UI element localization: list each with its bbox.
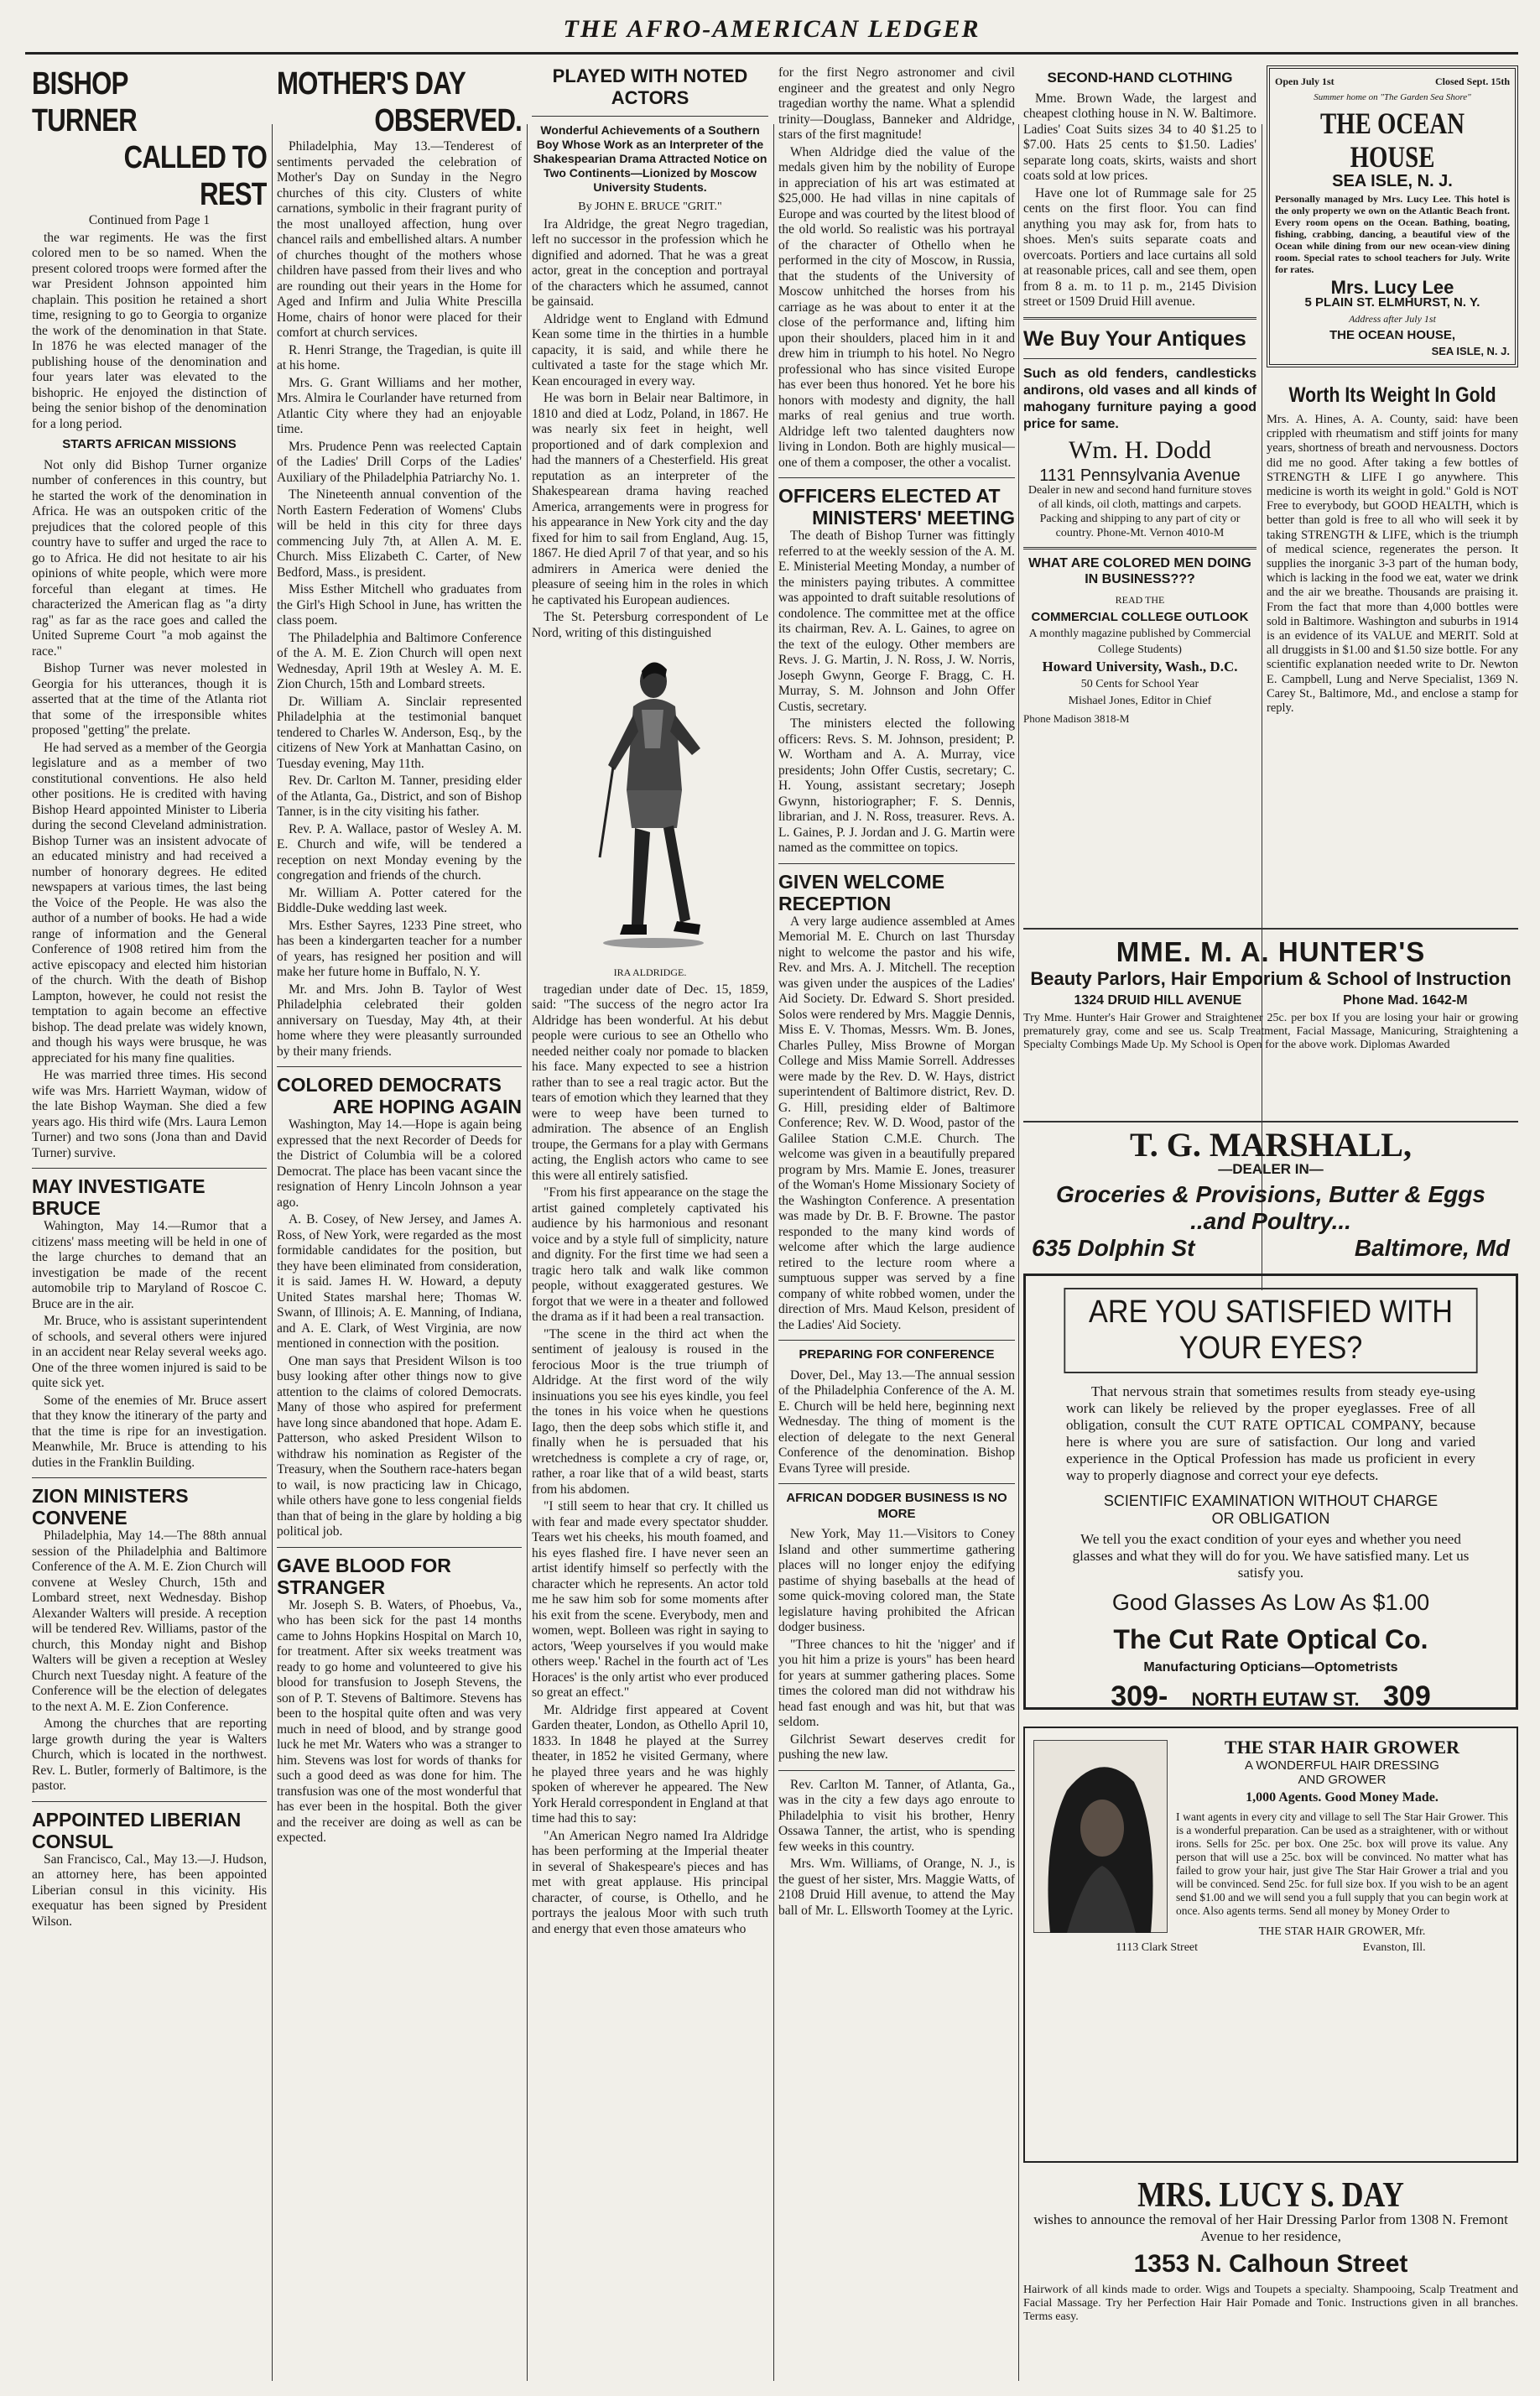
article-deck: Wonderful Achievements of a Southern Boy Whose Work as an Interpreter of the Shakespearian Drama Attracted Notice on Two Continents—Lionized by Moscow University Students. [533,123,767,194]
headline-observed: OBSERVED. [374,103,522,138]
article-paragraph: Ira Aldridge, the great Negro tragedian, left no successor in the profession which he dignified and adorned. That he was a great actor, great in the conception and portrayal of the characters which he assumed, cannot be gainsaid. [532,216,768,309]
ad-paragraph: Dealer in new and second hand furniture stoves of all kinds, oil cloth, mattings and carpets. Packing and shipping to any part of city or country. Phone-Mt. Vernon 4010-M [1028,484,1252,539]
ad-phone: Phone Madison 3818-M [1023,711,1130,725]
ad-price: 50 Cents for School Year [1080,677,1199,690]
article-paragraph: Philadelphia, May 14.—The 88th annual session of the Philadelphia and Baltimore Conference of the A. M. E. Zion Church will convene at Wesley Church, 15th and Lombard street, next Wednesday. Bishop Alexander Walters will preside. A reception will be tendered Rev. Williams, pastor of the church, this Monday night and Bishop Walters will be given a reception at Wesley Church next Tuesday night. A feature of the Conference will be the election of delegates to the next A. M. E. Zion Conference. [32,1529,267,1714]
star-subtitle-1: A WONDERFUL HAIR DRESSING [1245,1758,1439,1773]
eyes-number-2: 309 [1383,1680,1431,1710]
article-paragraph: for the first Negro astronomer and civil engineer and the greatest and only Negro tragedian worthy the name. What a splendid trinity—Douglass, Banneker and Aldridge, stars of the first magnitude! [778,65,1015,142]
eyes-number-1: 309- [1111,1680,1168,1710]
ad-ocean-house [1267,65,1518,367]
headline-preparing-conference: PREPARING FOR CONFERENCE [799,1347,995,1362]
headline-bishop-turner: BISHOP TURNER [32,66,137,138]
article-paragraph: Mrs. G. Grant Williams and her mother, Mrs. Almira le Courlander have returned from Atlantic City where they had an enjoyable time. [277,375,522,436]
article-paragraph: The Philadelphia and Baltimore Conference of the A. M. E. Zion Church will open next Wednesday, April 19th at Wesley A. M. E. Zion Church, 15th and Lombard streets. [277,630,522,691]
gold-ad-title: Worth Its Weight In Gold [1288,383,1496,407]
article-paragraph: The death of Bishop Turner was fittingly referred to at the weekly session of the A. M. E. Ministerial Meeting Monday, a number of the ministers paying tributes. A committee was appointed to draft suitable resolutions of condolence. The committee met at the office its chairman, Rev. A. L. Gaines, to agree on the text of the eulogy. Other members are Revs. J. G. Martin, J. N. Ross, J. W. Norris, Joseph Gwynn, George F. Bragg, C. H. Murray, S. M. Johnson and John Offer Custis, secretary. [778,529,1015,714]
day-address: 1353 N. Calhoun Street [1133,2250,1408,2278]
star-street: 1113 Clark Street [1116,1941,1199,1954]
star-subtitle-2: AND GROWER [1298,1773,1387,1787]
article-paragraph: The ministers elected the following officers: Revs. S. M. Johnson, president; P. W. Wortham and A. A. Murray, vice presidents; John Offer Custis, secretary; C. H. Young, assistant secretary; Joseph Gwynn, historiographer; F. S. Dennis, librarian, and J. N. Ross, treasurer. Revs. A. L. Gaines, P. J. Jordan and J. G. Martin were named as the committee on topics. [778,716,1015,855]
headline-colored-democrats: COLORED DEMOCRATS [277,1074,502,1096]
article-paragraph: A very large audience assembled at Ames Memorial M. E. Church on last Thursday night to welcome the pastor and his wife, Rev. and Mrs. A. J. Mitchell. The reception was given under the auspices of the Ladies' Aid Society. Dr. Edward S. Short presided. Solos were rendered by Mrs. Maggie Dennis, Miss E. V. Thomas, Messrs. Wm. B. Jones, Charles Pulley, Miss Browne of Morgan College and Miss Mamie Sorrell. Addresses were made by the Rev. D. W. Hays, district superintendent of Baltimore district, Rev. D. G. Hill, presiding elder of Baltimore Conference; Rev. W. D. Wood, pastor of the Galilee Station C.M.E. Church. The welcome was given in a beautifully prepared program by Mrs. Mamie E. Jones, treasurer of the Woman's Home Missionary Society of the Washington Conference. A presentation was made by Dr. B. F. Browne. The pastor responded to the many kind words of welcome after which the large audience retired to the lecture room where a sumptuous supper was served by a fine company of white robbed women, under the direction of Mrs. Maud Kelson, president of the Ladies' Aid Society. [778,914,1015,1332]
article-paragraph: "An American Negro named Ira Aldridge has been performing at the Imperial theater in several of Shakespeare's pieces and has met with great applause. His principal character, of course, is Othello, and he portrays the jealous Moor with such truth and energy that even those amateurs who [532,1828,768,1936]
section-divider [778,863,1015,864]
section-divider [778,1340,1015,1341]
byline: By JOHN E. BRUCE "GRIT." [578,201,722,213]
star-manufacturer: THE STAR HAIR GROWER, Mfr. [1258,1925,1426,1938]
ocean-house-tagline: Summer home on "The Garden Sea Shore" [1314,91,1471,102]
ad-publication-name: COMMERCIAL COLLEGE OUTLOOK [1031,609,1249,624]
ocean-house-after: Address after July 1st [1349,312,1436,325]
ad-commercial-question: WHAT ARE COLORED MEN DOING IN BUSINESS??? [1028,556,1251,586]
eyes-glasses-price: Good Glasses As Low As $1.00 [1111,1590,1430,1615]
headline-liberian-consul: APPOINTED LIBERIAN CONSUL [32,1808,242,1852]
star-title: THE STAR HAIR GROWER [1224,1737,1460,1758]
headline-investigate-bruce: MAY INVESTIGATE BRUCE [32,1175,206,1219]
section-divider [32,1168,267,1169]
ocean-house-location-2: SEA ISLE, N. J. [1431,344,1510,357]
star-text: I want agents in every city and village to sell The Star Hair Grower. This is a wonderful preparation. Can be used as a straightener, with or without irons. Sells for 25c. per box. One 25c. box will prove its value. Any person that will use a 25c. box will be convinced. No matter what has failed to grow your hair, just give The Star Hair Grower a trial and you will be convinced. Send 25c. for full size box. If you wish to be an agent send $1.00 and we will send you a full supply that you can begin work at once. Also agents terms. Send all money by Money Order to [1176,1810,1508,1917]
hunter-title: MME. M. A. HUNTER'S [1116,936,1426,967]
ad-optical [1023,1274,1518,1710]
article-paragraph: Mr. and Mrs. John B. Taylor of West Philadelphia celebrated their golden anniversary on Tuesday, May 4th, at their home where they were pleasantly surrounded by their many friends. [277,982,522,1059]
day-text: Hairwork of all kinds made to order. Wigs and Toupets a specialty. Shampooing, Scalp Treatment and Facial Massage. Try her Perfection Hair Hair Pomade and Tonic. Instructions given in all branches. Terms easy. [1023,2284,1518,2323]
column-rule [272,124,273,2381]
section-divider [1023,1121,1518,1122]
hunter-address: 1324 DRUID HILL AVENUE [1074,993,1242,1008]
column-4 [778,65,1015,2381]
article-paragraph: San Francisco, Cal., May 13.—J. Hudson, an attorney here, has been appointed Liberian consul in this vicinity. His exequatur has been signed by President Wilson. [32,1852,267,1929]
article-paragraph: The Nineteenth annual convention of the North Eastern Federation of Womens' Clubs will be held in this city for three days commencing July 7th, at Allen A. M. E. Church. Miss Elizabeth C. Carter, of New Bedford, Mass., is president. [277,487,522,580]
article-paragraph: Gilchrist Sewart deserves credit for pushing the new law. [778,1732,1015,1762]
marshall-name: T. G. MARSHALL, [1130,1126,1412,1164]
woman-portrait-illustration [1033,1740,1168,1933]
article-paragraph: One man says that President Wilson is too busy looking after other things now to give attention to the claims of colored Democrats. Many of those who aspired for preferment have long since abandoned that hope. Adam E. Patterson, who asked President Wilson to withdraw his nomination as Register of the Treasury, when the Southern race-haters began to wail, is now practicing law in Chicago, while others have gone to less congenial fields than that of being in the glare by holding a big political job. [277,1353,522,1539]
article-paragraph: He was born in Belair near Baltimore, in 1810 and died at Lodz, Poland, in 1867. He was nearly six feet in height, well proportioned and of dark complexion and had the manners of a Chesterfield. His great reputation as an interpreter of the Shakespearean drama having reached America, arrangements were in progress for his appearance in New York city and the day fixed for him to sail from England, Aug. 15, 1867. He died April 7 of that year, and so his admirers in America were denied the pleasure of seeing him in the roles in which he captivated his European audiences. [532,391,768,607]
headline-hoping-again: ARE HOPING AGAIN [332,1096,522,1117]
hunter-text: Try Mme. Hunter's Hair Grower and Straightener 25c. per box If you are losing your hair or growing prematurely gray, come and see us. Scalp Treatment, Facial Massage, Manicuring, Straightening a Specialty Combings Made Up. My School is Open for the above work. Diplomas Awarded [1023,1012,1518,1051]
ocean-house-location: SEA ISLE, N. J. [1332,172,1453,190]
ocean-house-address: 5 PLAIN ST. ELMHURST, N. Y. [1304,295,1480,310]
article-paragraph: Among the churches that are reporting large growth during the year is Walters Church, which is located in the northwest. Rev. L. Butler, formerly of Baltimore, is the pastor. [32,1716,267,1793]
column-6 [1267,65,1518,913]
column-2 [277,65,522,2381]
article-paragraph: Mrs. Prudence Penn was reelected Captain of the Ladies' Drill Corps of the Ladies' Auxiliary of the Philadelphia Patriarchy No. 1. [277,439,522,485]
column-1 [32,65,267,2381]
continued-note: Continued from Page 1 [88,213,211,227]
article-paragraph: The St. Petersburg correspondent of Le Nord, writing of this distinguished [532,610,768,640]
subheading: STARTS AFRICAN MISSIONS [62,437,237,451]
marshall-city: Baltimore, Md [1354,1235,1510,1261]
article-paragraph: Wahington, May 14.—Rumor that a citizens' mass meeting will be held in one of the large churches to demand that an investigation be made of the recent automobile trip to Maryland of Roscoe C. Bruce are in the air. [32,1219,267,1311]
headline-mothers-day: MOTHER'S DAY [277,66,466,102]
section-divider [32,1477,267,1478]
ad-publication-desc: A monthly magazine published by Commercial College Students) [1028,628,1251,656]
article-paragraph: New York, May 11.—Visitors to Coney Island and other summertime gathering places will no longer enjoy the edifying pastime of shying baseballs at the head of some quick-moving colored man, the State legislature having prohibited the African dodger business. [778,1527,1015,1634]
section-divider [32,1801,267,1802]
ad-read-the: READ THE [1115,594,1165,606]
article-paragraph: Rev. Carlton M. Tanner, of Atlanta, Ga., was in the city a few days ago enroute to Philadelphia to visit his brother, Henry Ossawa Tanner, the artist, who is spending few weeks in this country. [778,1777,1015,1854]
ocean-house-description: Personally managed by Mrs. Lucy Lee. This hotel is the only property we own on the Atlantic Beach front. Every room opens on the Ocean. Bathing, boating, fishing, crabbing, dancing, a beautiful view of the Ocean while dining from our new ocean-view dining room. Special rates to school teachers for July. Write for rates. [1275,192,1510,275]
eyes-free-exam: SCIENTIFIC EXAMINATION WITHOUT CHARGE OR OBLIGATION [1103,1492,1439,1527]
section-divider [778,1483,1015,1484]
column-3 [532,65,768,2381]
illustration-caption: IRA ALDRIDGE. [613,966,687,978]
eyes-paragraph-2: We tell you the exact condition of your eyes and whether you need glasses and what they will do for you. We have satisfied many. Let us satisfy you. [1072,1531,1470,1581]
ad-antiques-title: We Buy Your Antiques [1023,326,1246,351]
ad-marshall [1023,1114,1518,1265]
ad-paragraph: Such as old fenders, candlesticks andirons, old vases and all kinds of mahogany furniture paying a good price for same. [1023,366,1256,431]
ad-second-hand-title: SECOND-HAND CLOTHING [1047,70,1233,86]
ad-editor: Mishael Jones, Editor in Chief [1068,695,1212,707]
ad-dodd-address: 1131 Pennsylvania Avenue [1039,466,1241,485]
section-divider [1023,358,1256,359]
headline-noted-actors: PLAYED WITH NOTED ACTORS [552,65,748,108]
section-divider [277,1547,522,1548]
gold-ad-text: Mrs. A. Hines, A. A. County, said: have been crippled with rheumatism and stiff joints for many years, shortness of breath and nervousness. Doctors did me no good. After taking a few bottles of STRENGTH & LIFE I go anywhere. This medicine is worth its weight in gold." Gold is NOT Free to everybody, but GOOD HEALTH, which is better than gold is free to all who will seek it by taking STRENGTH & LIFE, which is the triumph of medical science, regenerates the person. It supplies the inorganic 3-3 part of the human body, which is lacking in the food we eat, water we drink and the air we breathe. Thousands are praising it. From the fact that more than 4,000 bottles were sold in Baltimore. Washington and suburbs in 1914 is an evidence of its VALUE and MERIT. Sold at all druggists in $1.00 and $1.50 size bottle. For any scientific explanation needed write to Dr. Newton E. Campbell, Lung and Nerve Specialist, 1369 N. Carey St., Baltimore, Md., and enclose a stamp for reply. [1267,413,1518,716]
section-divider [277,1066,522,1067]
ocean-house-closed: Closed Sept. 15th [1434,76,1510,87]
article-paragraph: He had served as a member of the Georgia legislature and as a member of two constitutional conventions. He also held other positions. He is credited with having Bishop Heard appointed Minister to Liberia during the second Cleveland administration. Bishop Turner was an insistent advocate of an educated ministry and had received a number of honorary degrees. He edited newspapers at various times, the last being the Voice of the People. He was also the author of a number of books. He had a wide range of information and the General Conference of 1908 retired him from the active episcopacy and elected him historian of the church. With the death of Bishop Lampton, however, he could not resist the temptation to again become an effective bishop. The dead prelate was widely known, and though his ways were brusque, he was appreciated for his many fine qualities. [32,740,267,1065]
ad-paragraph: Mme. Brown Wade, the largest and cheapest clothing house in N. W. Baltimore. Ladies' Coat Suits sizes 34 to 40 $1.25 to $7.00. Hats 25 cents to $1.50. Ladies' separate long coats, skirts, waists and short coats sold at low prices. [1023,91,1256,183]
article-paragraph: Mr. William A. Potter catered for the Biddle-Duke wedding last week. [277,885,522,915]
article-paragraph: A. B. Cosey, of New Jersey, and James A. Ross, of New York, were regarded as the most formidable candidates for the position, but they have been eliminated from consideration, it is said. James H. W. Howard, a deputy United States marshal here; Thomas W. Swann, of Illinois; A. E. Manning, of Indiana, and A. E. Clark, of West Virginia, are now mentioned in connection with the position. [277,1212,522,1351]
article-paragraph: Mrs. Esther Sayres, 1233 Pine street, who has been a kindergarten teacher for a number of years, has resigned her position and will make her future home in Buffalo, N. Y. [277,918,522,979]
newspaper-page [25,15,1540,2381]
article-paragraph: tragedian under date of Dec. 15, 1859, said: "The success of the negro actor Ira Aldridge has been wonderful. At his debut people were curious to see an Othello who needed neither coaly nor pomade to blacken his face. Many expected to see a histrion rather than to see a real tragic actor. But the tears of emotion which they learned that they were to weep have been turned to admiration. The absence of an English troupe, the Germans for a play with Germans acting, the English actors who came to see this were all entirely satisfied. [532,982,768,1183]
article-paragraph: Mrs. Wm. Williams, of Orange, N. J., is the guest of her sister, Mrs. Maggie Watts, of 2108 Druid Hill avenue, to attend the May ball of Mr. L. Ellsworth Toomey at the Lyric. [778,1857,1015,1918]
section-divider [1023,928,1518,930]
article-paragraph: Mr. Bruce, who is assistant superintendent of schools, and several others were injured in an accident near Relay several weeks ago. One of the three women injured is said to be quite sick yet. [32,1314,267,1390]
star-city: Evanston, Ill. [1362,1941,1426,1954]
article-paragraph: Dr. William A. Sinclair represented Philadelphia at the testimonial banquet tendered to Charles W. Anderson, Esq., by the citizens of New York at Manhattan Casino, on Tuesday evening, May 11th. [277,694,522,771]
column-5 [1023,65,1256,913]
headline-zion-ministers: ZION MINISTERS CONVENE [32,1485,189,1529]
article-paragraph: Aldridge went to England with Edmund Kean some time in the thirties in a humble capacity, it is said, and while there he cultivated a taste for the stage which Mr. Kean encouraged in every way. [532,311,768,388]
hunter-subtitle: Beauty Parlors, Hair Emporium & School of Instruction [1030,968,1511,989]
article-paragraph: Washington, May 14.—Hope is again being expressed that the next Recorder of Deeds for the District of Columbia will be a colored Democrat. The place has been vacant since the resignation of Henry Lincoln Johnson a year ago. [277,1117,522,1210]
eyes-address [1041,1680,1501,1710]
article-paragraph: When Aldridge died the value of the medals given him by the nobility of Europe in appreciation of his art was estimated at $25,000. He had villas in nine capitals of Europe and was courted by the litest blood of the old world. So realistic was his portrayal of the character of Othello when he performed in the city of Moscow, in Russia, that the students of the University of Moscow unhitched the horses from his carriage as he was about to enter it at the close of the performance and, lifting him upon their shoulders, placed him in it and drew him in triumph to his hotel. No Negro professional who has since visited Europe has ever been thus honored. Yet he bore his honors with modesty and dignity, the hall marks of real genius and true worth. Aldridge left two talented daughters now living in London. Both are highly musical—one of them a composer, the other a vocalist. [778,144,1015,470]
ad-university: Howard University, Wash., D.C. [1042,659,1238,675]
day-title: MRS. LUCY S. DAY [1137,2180,1404,2215]
headline-ministers-meeting: MINISTERS' MEETING [812,507,1015,529]
article-paragraph: Miss Esther Mitchell who graduates from the Girl's High School in June, has written the class poem. [277,582,522,628]
section-divider [1023,317,1256,320]
marshall-dealer: —DEALER IN— [1218,1161,1324,1177]
article-paragraph: Some of the enemies of Mr. Bruce assert that they know the itinerary of the party and that the time is ripe for an investigation. Meanwhile, Mr. Bruce is attending to his duties in the Franklin Building. [32,1393,267,1470]
ad-paragraph: Have one lot of Rummage sale for 25 cents on the first floor. You can find anything you may ask for, from hats to shoes. Men's suits separate coats and overcoats. Portiers and lace curtains all sold at reasonable prices, call and see them, open from 8 a. m. to 11 p. m., 2145 Division street or 1509 Druid Hill avenue. [1023,185,1256,309]
ad-star-hair-grower [1023,1727,1518,2163]
ocean-house-open: Open July 1st [1275,76,1334,87]
ocean-house-title: THE OCEAN HOUSE [1319,107,1465,174]
column-rule [527,124,528,2381]
article-paragraph: "I still seem to hear that cry. It chilled us with fear and made every spectator shudder. Tears wet his cheeks, his mouth foamed, and his eyes flashed fire. I have never seen an artist identify himself so perfectly with the character which he represents. An actor told me he saw him sob for some moments after his exit from the scene. Everybody, men and women, wept. Bolleen was right in saying to actors, 'Weep yourselves if you would make others weep.' Rachel in the fourth act of 'Les Horaces' is the only artist who ever produced so great an effect." [532,1499,768,1700]
article-paragraph: R. Henri Strange, the Tragedian, is quite ill at his home. [277,342,522,372]
headline-officers-elected: OFFICERS ELECTED AT [778,485,1001,507]
eyes-street: NORTH EUTAW ST. [1191,1689,1360,1710]
section-divider [778,477,1015,478]
article-paragraph: He was married three times. His second wife was Mrs. Harriett Wayman, widow of the late Bishop Wayman. She died a few years ago. His third wife (Mrs. Laura Lemon Turner) and two sons (Jona than and David Turner) survive. [32,1068,267,1160]
article-paragraph: "Three chances to hit the 'nigger' and if you hit him a prize is yours" has been heard for years at summer gathering places. Some times the colored man did not withdraw his head fast enough and was hit, but that was seldom. [778,1637,1015,1729]
hunter-phone: Phone Mad. 1642-M [1343,993,1468,1008]
article-paragraph: Mr. Aldridge first appeared at Covent Garden theater, London, as Othello April 10, 1833. In 1848 he played at the Surrey theater, in 1852 he visited Germany, where he played three years and he was highly spoken of wherever he appeared. The New York Herald correspondent in England at that time had this to say: [532,1702,768,1826]
ad-hunter [1023,921,1518,1114]
column-rule [1018,124,1019,2381]
headline-welcome-reception: GIVEN WELCOME RECEPTION [778,870,945,914]
section-divider [1023,547,1256,550]
marshall-poultry: ..and Poultry... [1190,1208,1351,1234]
ira-aldridge-illustration [583,648,717,958]
article-paragraph: Not only did Bishop Turner organize number of conferences in this country, but he started the work of the denomination in Africa. He was an outspoken critic of the prejudices that the colored people of this country have to suffer and urged the race to go to Africa. He did not hesitate to air his opinions of white people, which were more forceful than elegant at times. He characterized the American flag as "a dirty rag" as far as the race goes and called the United Supreme Court "a mob against the race." [32,457,267,659]
article-paragraph: Philadelphia, May 13.—Tenderest of sentiments pervaded the celebration of Mother's Day on Sunday in the Negro churches of this city. Clusters of white carnations, symbolic in their fragrant purity of the most unalloyed affection, hung over chancel rails and embellished altars. A number of churches thought of the mothers whose children have passed from their lives and who are rounding out their years in the Home for Aged and Infirm and Julia White Prescilla Home, chairs of honor were placed for their comfort at church services. [277,139,522,340]
marshall-goods: Groceries & Provisions, Butter & Eggs [1056,1181,1485,1207]
column-rule [773,124,774,2381]
star-agents: 1,000 Agents. Good Money Made. [1246,1790,1439,1805]
section-divider [532,116,768,117]
eyes-title: ARE YOU SATISFIED WITH YOUR EYES? [1064,1288,1477,1373]
masthead-rule [25,52,1518,55]
ocean-house-proprietor: Mrs. Lucy Lee [1330,276,1454,298]
article-paragraph: Dover, Del., May 13.—The annual session of the Philadelphia Conference of the A. M. E. Church will be held here, beginning next Wednesday. The thing of moment is the election of delegate to the next General Conference of the denomination. Bishop Evans Tyree will preside. [778,1367,1015,1476]
article-paragraph: Mr. Joseph S. B. Waters, of Phoebus, Va., who has been sick for the past 14 months came to Johns Hopkins Hospital on March 10, for treatment. After six weeks treatment was ready to go home and volunteered to give his blood for transfusion to Joseph Stevens, the son of P. T. Stevens of Baltimore. Stevens has been to the hospital quite often and was very much in need of blood, and by strange good luck he met Mr. Waters who was a stranger to him. Stevens was lost for words of thanks for such a good deed as was done for him. The transfusion was one of the most wonderful that has ever been in the hospital. Both the giver and the receiver are doing as well as can be expected. [277,1597,522,1845]
eyes-paragraph: That nervous strain that sometimes results from steady eye-using work can likely be relieved by the proper eyeglasses. Free of all obligation, consult the CUT RATE OPTICAL COMPANY, because here is where you are sure of satisfaction. Our long and varied experience in the Optical Profession has made us proficient in every way to properly diagnose and correct your eye defects. [1066,1383,1475,1483]
headline-called-to-rest: CALLED TO REST [123,140,267,212]
day-subtitle: wishes to announce the removal of her Hair Dressing Parlor from 1308 N. Fremont Avenue to her residence, [1033,2211,1508,2244]
article-paragraph: Rev. P. A. Wallace, pastor of Wesley A. M. E. Church and wife, will be tendered a reception on next Monday evening by the congregation and friends of the church. [277,821,522,883]
article-paragraph: Bishop Turner was never molested in Georgia for his utterances, though it is asserted that at the time of the Atlanta riot that some of the irresponsible whites proposed "getting" the prelate. [32,661,267,737]
headline-gave-blood: GAVE BLOOD FOR STRANGER [277,1554,451,1598]
article-paragraph: the war regiments. He was the first colored men to be so named. When the present colored troops were formed after the war President Johnson appointed him chaplain. This position he retained a short time, resigning to go to Georgia to organize the work of the denomination in that State. In 1876 he was elected manager of the publishing house of the denomination and four years later was elevated to the bishopric. He enjoyed the distinction of being the senior bishop of the denomination for a long period. [32,230,267,431]
article-paragraph: "The scene in the third act when the sentiment of jealousy is roused in the ferocious Moor is the true triumph of Aldridge. At the first word of the wily insinuations you see his eyes kindle, you feel the tones in his voice when he questions Iago, then the deep sobs which stifle it, and finally when he is persuaded that his wretchedness is complete a cry of rage, or, rather, a roar like that of a wild beast, starts from his abdomen. [532,1326,768,1497]
article-paragraph: "From his first appearance on the stage the artist gained completely captivated his audience by his harmonious and resonant voice and by a style full of simplicity, nature and dignity. For the first time we had seen a tragic hero talk and walk like common people, without exaggerated gestures. We forgot that we were in a theater and followed the drama as if it had been a real transaction. [532,1185,768,1324]
section-divider [778,1770,1015,1771]
ad-dodd-name: Wm. H. Dodd [1069,435,1211,464]
marshall-address: 635 Dolphin St [1032,1235,1195,1261]
masthead: THE AFRO-AMERICAN LEDGER [563,15,981,43]
article-paragraph: Rev. Dr. Carlton M. Tanner, presiding elder of the Atlanta, Ga., District, and son of Bishop Tanner, is in the city visiting his father. [277,773,522,819]
eyes-company: The Cut Rate Optical Co. [1113,1624,1428,1654]
eyes-manufacturing: Manufacturing Opticians—Optometrists [1143,1660,1398,1675]
ocean-house-title-2: THE OCEAN HOUSE, [1329,328,1455,342]
ad-lucy-day [1023,2180,1518,2373]
headline-african-dodger: AFRICAN DODGER BUSINESS IS NO MORE [786,1491,1007,1521]
